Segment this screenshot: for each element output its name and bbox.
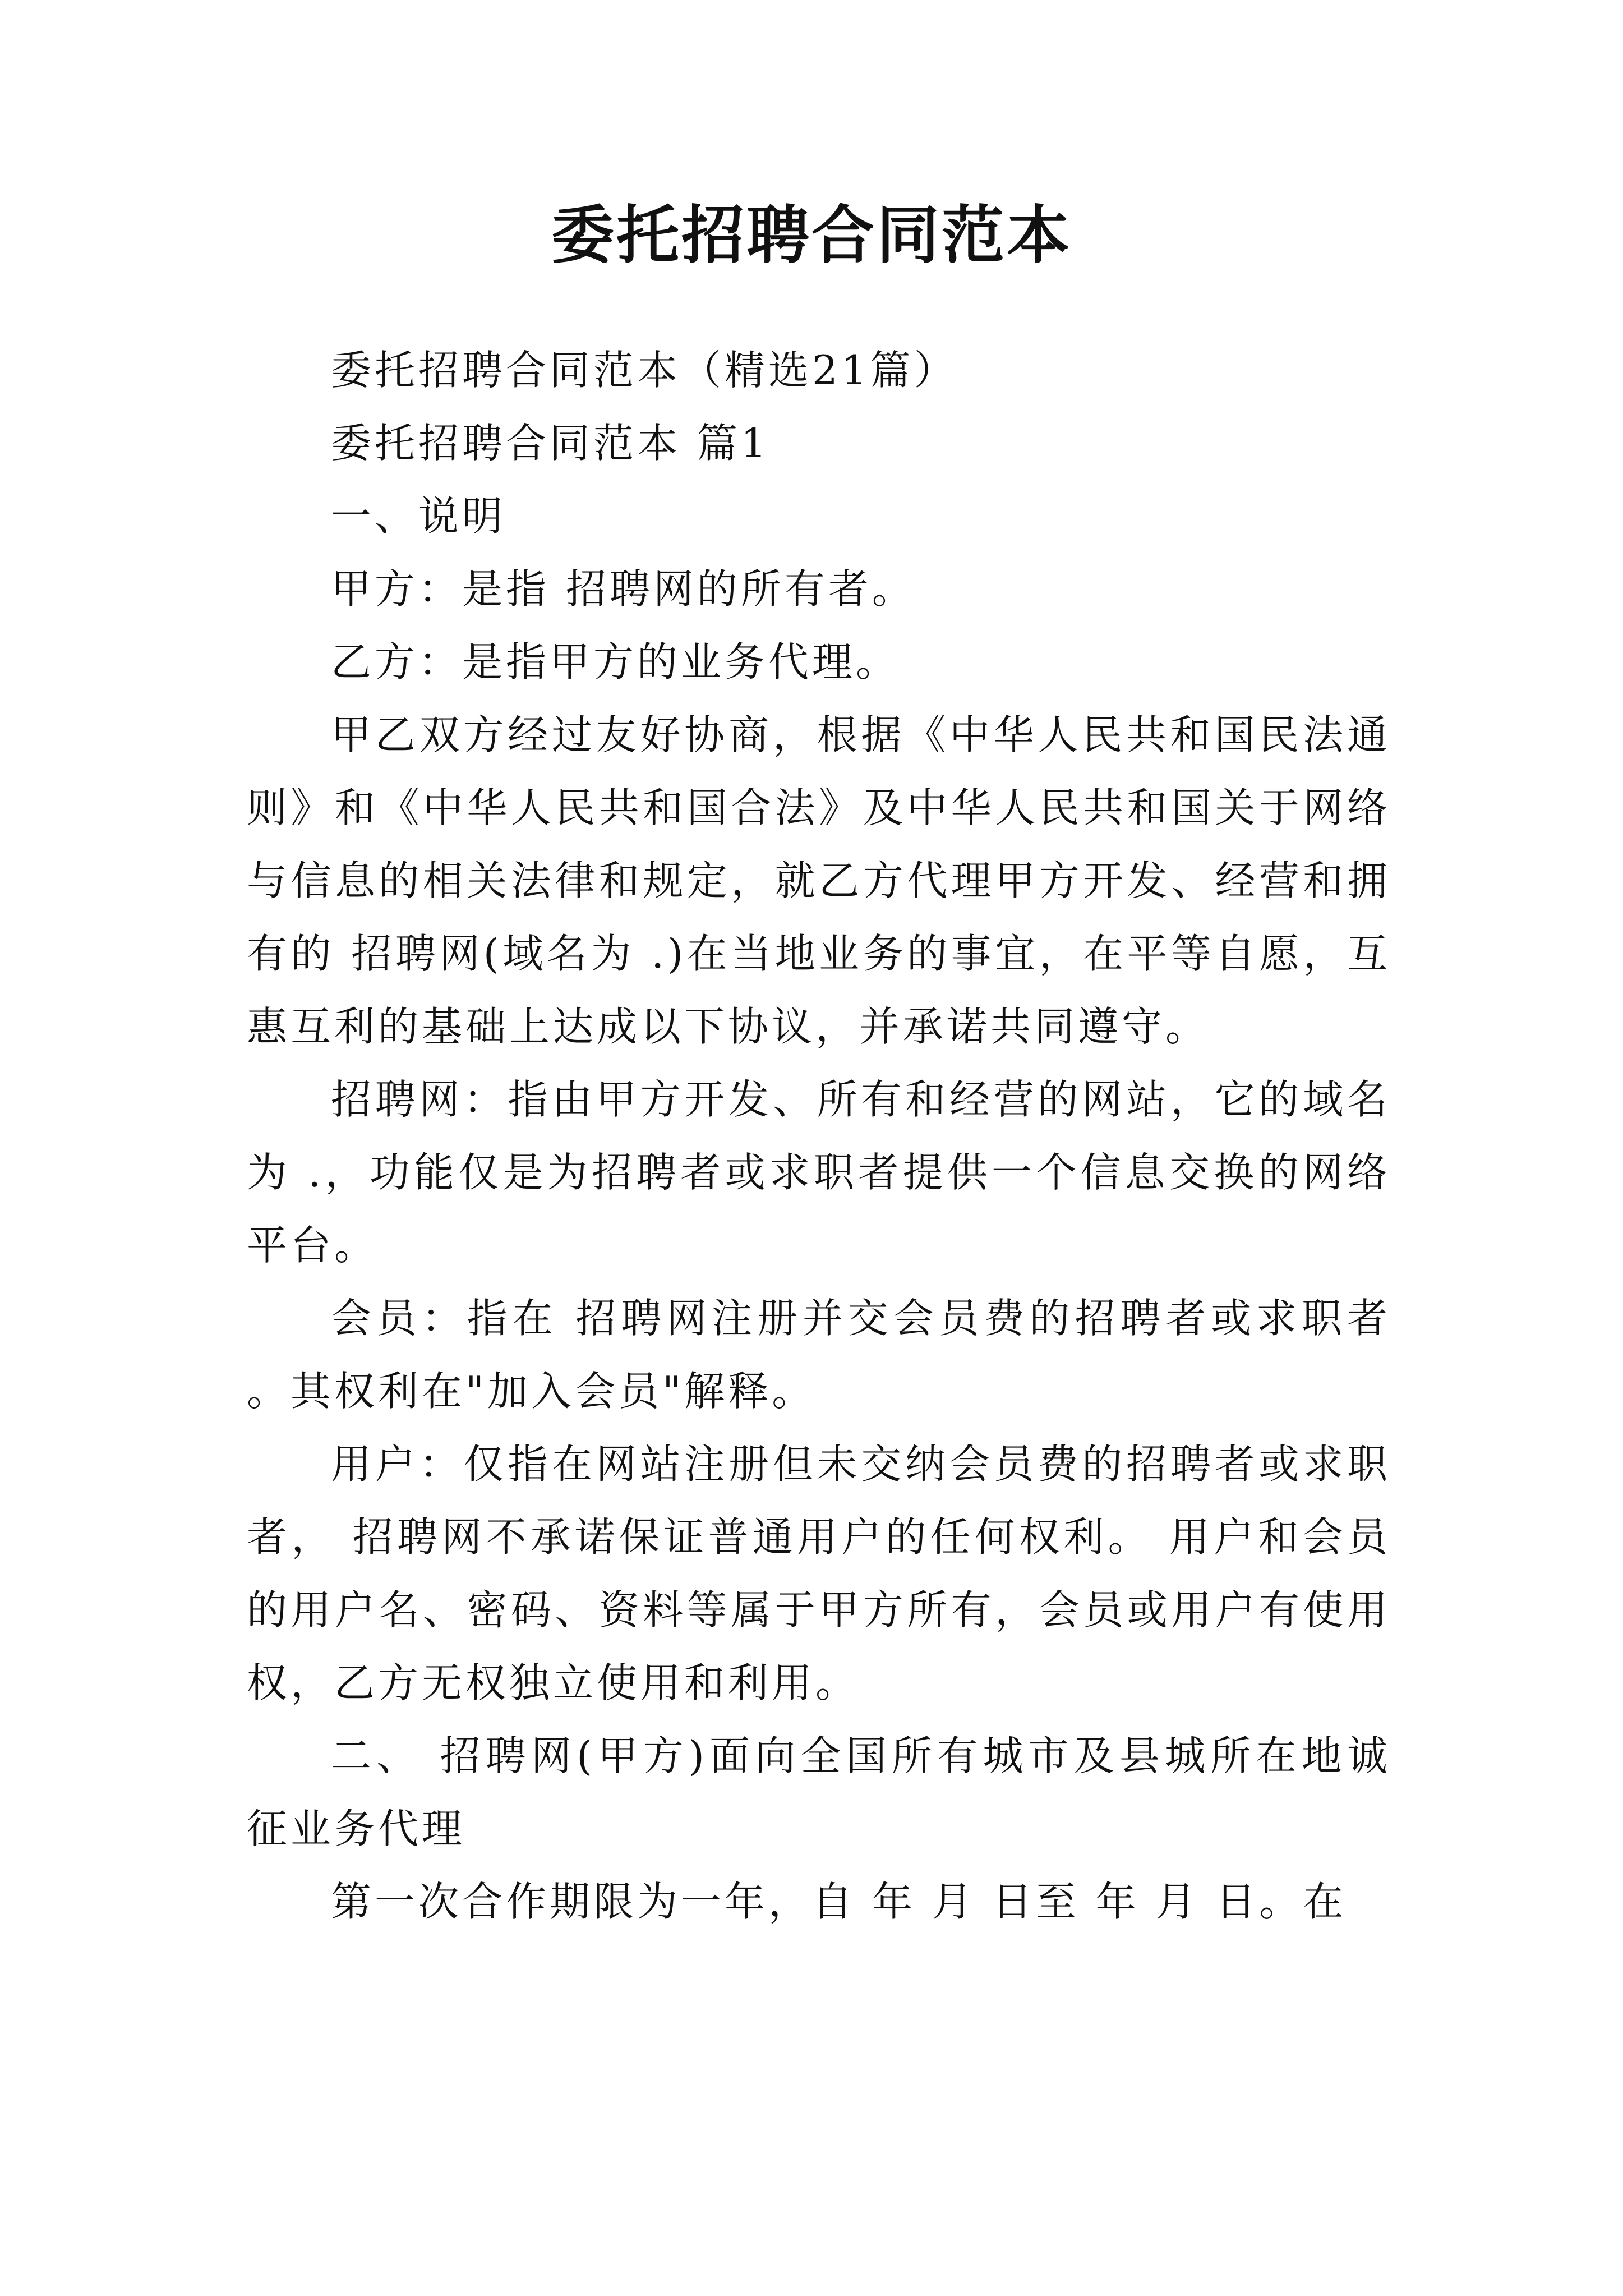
paragraph-agreement-basis: 甲乙双方经过友好协商，根据《中华人民共和国民法通则》和《中华人民共和国合法》及中华人民共和国关于网络与信息的相关法律和规定，就乙方代理甲方开发、经营和拥有的 招聘网(域名为 .)在当地业务的事宜，在平等自愿，互惠互利的基础上达成以下协议，并承诺共同遵守。 (247, 711, 1391, 1050)
paragraph-part-two-heading: 二、 招聘网(甲方)面向全国所有城市及县城所在地诚征业务代理 (247, 1732, 1391, 1852)
paragraph-member-definition: 会员：指在 招聘网注册并交会员费的招聘者或求职者。其权利在"加入会员"解释。 (247, 1295, 1391, 1415)
paragraph-part-one-heading: 一、说明 (331, 493, 506, 540)
paragraph-subtitle: 委托招聘合同范本（精选21篇） (331, 347, 958, 394)
paragraph-party-a: 甲方：是指 招聘网的所有者。 (331, 565, 916, 613)
paragraph-recruitment-site-definition: 招聘网：指由甲方开发、所有和经营的网站，它的域名为 .，功能仅是为招聘者或求职者提供一个信息交换的网络平台。 (247, 1076, 1391, 1269)
document-title: 委托招聘合同范本 (551, 199, 1072, 272)
paragraph-cooperation-term: 第一次合作期限为一年，自 年 月 日至 年 月 日。在 (331, 1878, 1347, 1925)
paragraph-user-definition: 用户：仅指在网站注册但未交纳会员费的招聘者或求职者， 招聘网不承诺保证普通用户的任何权利。 用户和会员的用户名、密码、资料等属于甲方所有，会员或用户有使用权，乙方无权独立使用和利用。 (247, 1441, 1391, 1706)
paragraph-section-heading: 委托招聘合同范本 篇1 (331, 420, 770, 467)
paragraph-party-b: 乙方：是指甲方的业务代理。 (331, 638, 900, 685)
document-body (247, 334, 1391, 1938)
